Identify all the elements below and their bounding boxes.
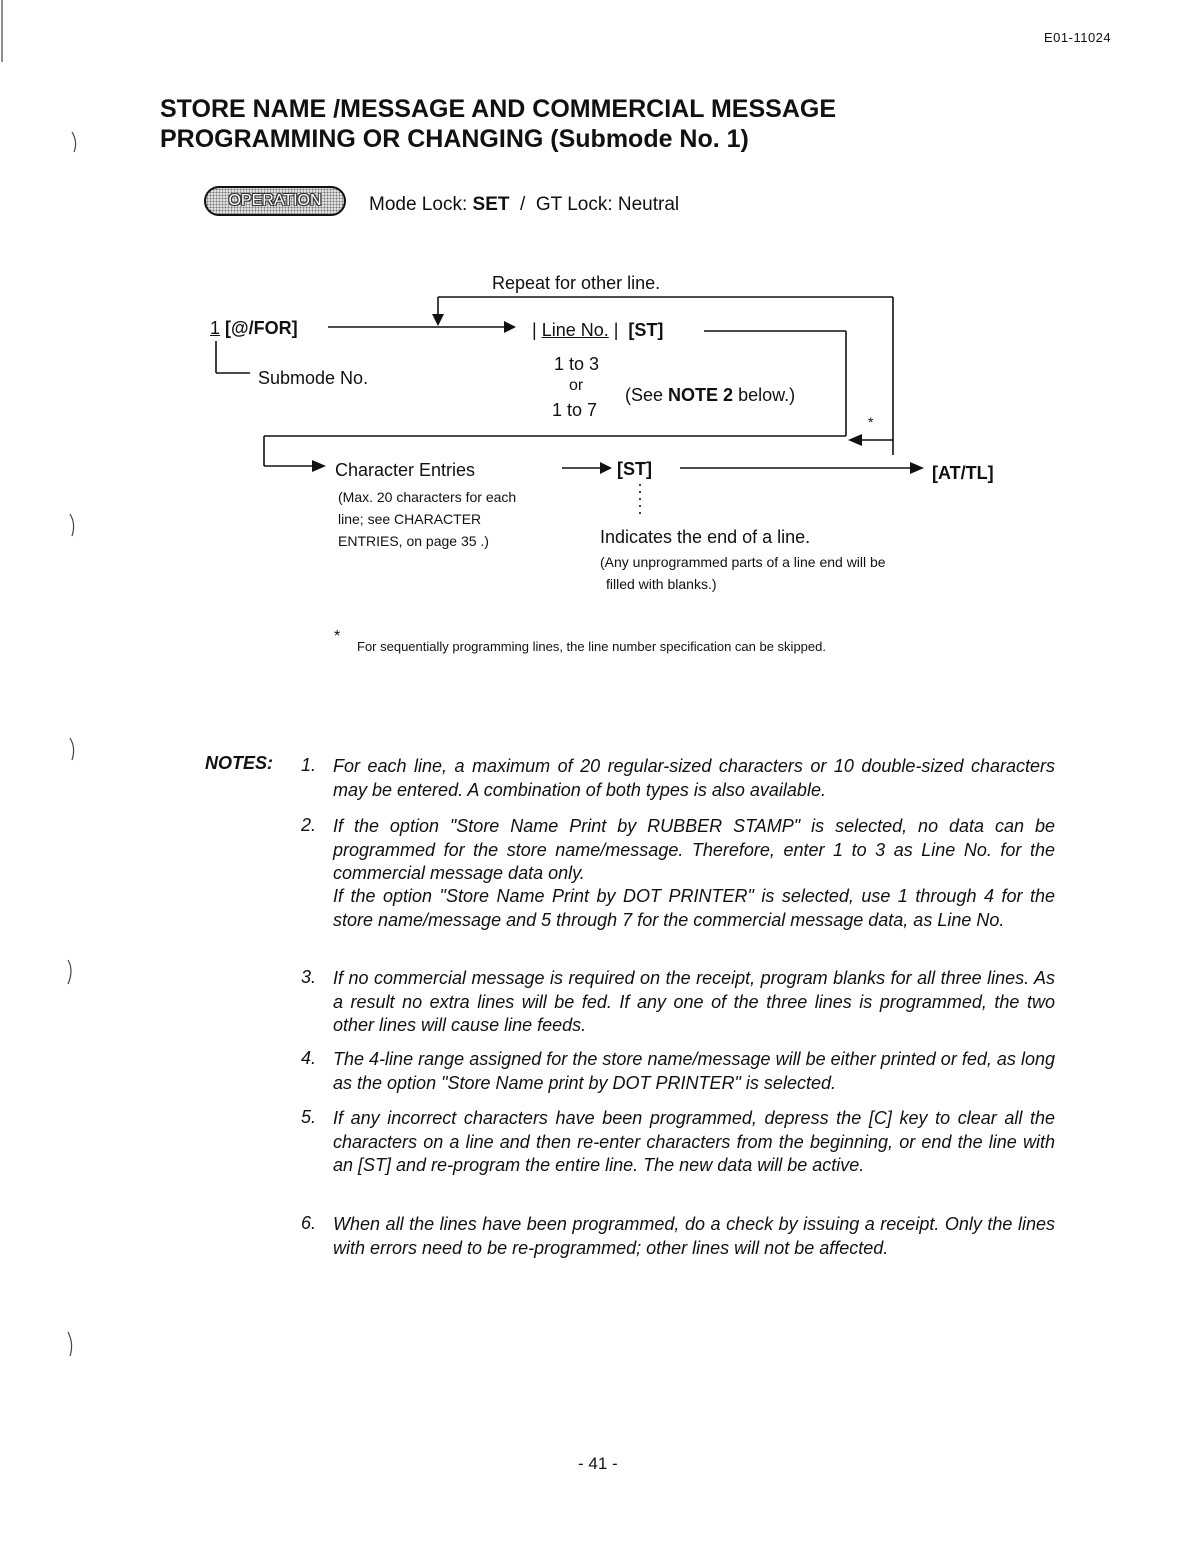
note-6-text: When all the lines have been programmed, do a check by issuing a receipt. Only the lines with errors need to be re-programmed; other lines will not be affected. (333, 1214, 1055, 1258)
note-5-text: If any incorrect characters have been programmed, depress the [C] key to clear all the characters on a line and then re-enter characters from the beginning, or end the line with an [ST] and re-program the entire line. The new data will be active. (333, 1108, 1055, 1175)
gt-lock-label: GT Lock: (535, 194, 613, 215)
note-4-text: The 4-line range assigned for the store name/message will be either printed or fed, as long as the option "Store Name print by DOT PRINTER" is selected. (333, 1049, 1055, 1093)
note-5-number: 5. (300, 1107, 316, 1127)
note-3-text: If no commercial message is required on the receipt, program blanks for all three lines. As a result no extra lines will be fed. If any one of the three lines is programmed, the two other lines will cause line feeds. (333, 968, 1055, 1035)
repeat-label: Repeat for other line. (492, 273, 661, 293)
submode-label: Submode No. (258, 368, 369, 388)
flow-diagram-lines (0, 0, 1202, 700)
range-or: or (569, 377, 584, 394)
see-note-suffix: below.) (738, 385, 796, 405)
see-note-prefix: (See (625, 385, 664, 405)
submode-number: 1 (210, 318, 221, 338)
step1-key (210, 318, 298, 339)
st-key-2: [ST] (617, 459, 652, 479)
st-key-1: [ST] (628, 320, 664, 340)
character-entries-note (338, 486, 516, 552)
line-no-label: Line No. (541, 320, 609, 340)
mode-separator: / (520, 194, 526, 215)
note-6-number: 6. (300, 1213, 316, 1233)
blank-fill-note (600, 551, 886, 595)
skip-asterisk: * (868, 414, 874, 430)
gt-lock-value: Neutral (617, 194, 680, 215)
title-line-2: PROGRAMMING OR CHANGING (Submode No. 1) (160, 125, 749, 153)
footnote-mark: * (334, 628, 341, 645)
range-1: 1 to 3 (554, 354, 600, 374)
note-3-number: 3. (300, 967, 316, 987)
range-2: 1 to 7 (552, 400, 598, 420)
note-2-number: 2. (300, 815, 316, 835)
note-1-text: For each line, a maximum of 20 regular-sized characters or 10 double-sized characters may be entered. A combination of both types is also available. (333, 756, 1055, 800)
notes-heading: NOTES: (205, 753, 274, 773)
line-no-st: | Line No. | [ST] (532, 320, 664, 340)
blank-note-line-2: filled with blanks.) (606, 576, 717, 592)
see-note-bold: NOTE 2 (668, 385, 734, 405)
binder-marks (0, 0, 120, 1563)
at-for-key: [@/FOR] (225, 318, 298, 338)
mode-lock-label: Mode Lock: (369, 194, 468, 215)
footnote-text: For sequentially programming lines, the line number specification can be skipped. (357, 639, 826, 654)
page-number: - 41 - (578, 1454, 618, 1473)
note-2b-text: If the option "Store Name Print by DOT PRINTER" is selected, use 1 through 4 for the store name/message and 5 through 7 for the commercial message data, as Line No. (333, 886, 1055, 930)
at-tl-key: [AT/TL] (932, 463, 994, 483)
char-note-line-2: line; see CHARACTER (338, 511, 482, 527)
title-line-1: STORE NAME /MESSAGE AND COMMERCIAL MESSAGE (160, 95, 836, 123)
char-note-line-3: ENTRIES, on page 35 .) (338, 533, 489, 549)
document-id: E01-11024 (1044, 30, 1112, 45)
mode-lock-value: SET (472, 194, 510, 215)
note-1-number: 1. (300, 755, 316, 775)
operation-badge: OPERATION (204, 186, 346, 216)
note-2-text: If the option "Store Name Print by RUBBER STAMP" is selected, no data can be programmed for the store name/message. Therefore, enter 1 to 3 as Line No. for the commercial message data only. (333, 816, 1055, 883)
see-note-2 (625, 385, 795, 406)
character-entries-label: Character Entries (335, 460, 476, 480)
blank-note-line-1: (Any unprogrammed parts of a line end will be (600, 554, 886, 570)
end-of-line-label: Indicates the end of a line. (600, 527, 811, 547)
note-4-number: 4. (300, 1048, 316, 1068)
char-note-line-1: (Max. 20 characters for each (338, 489, 517, 505)
